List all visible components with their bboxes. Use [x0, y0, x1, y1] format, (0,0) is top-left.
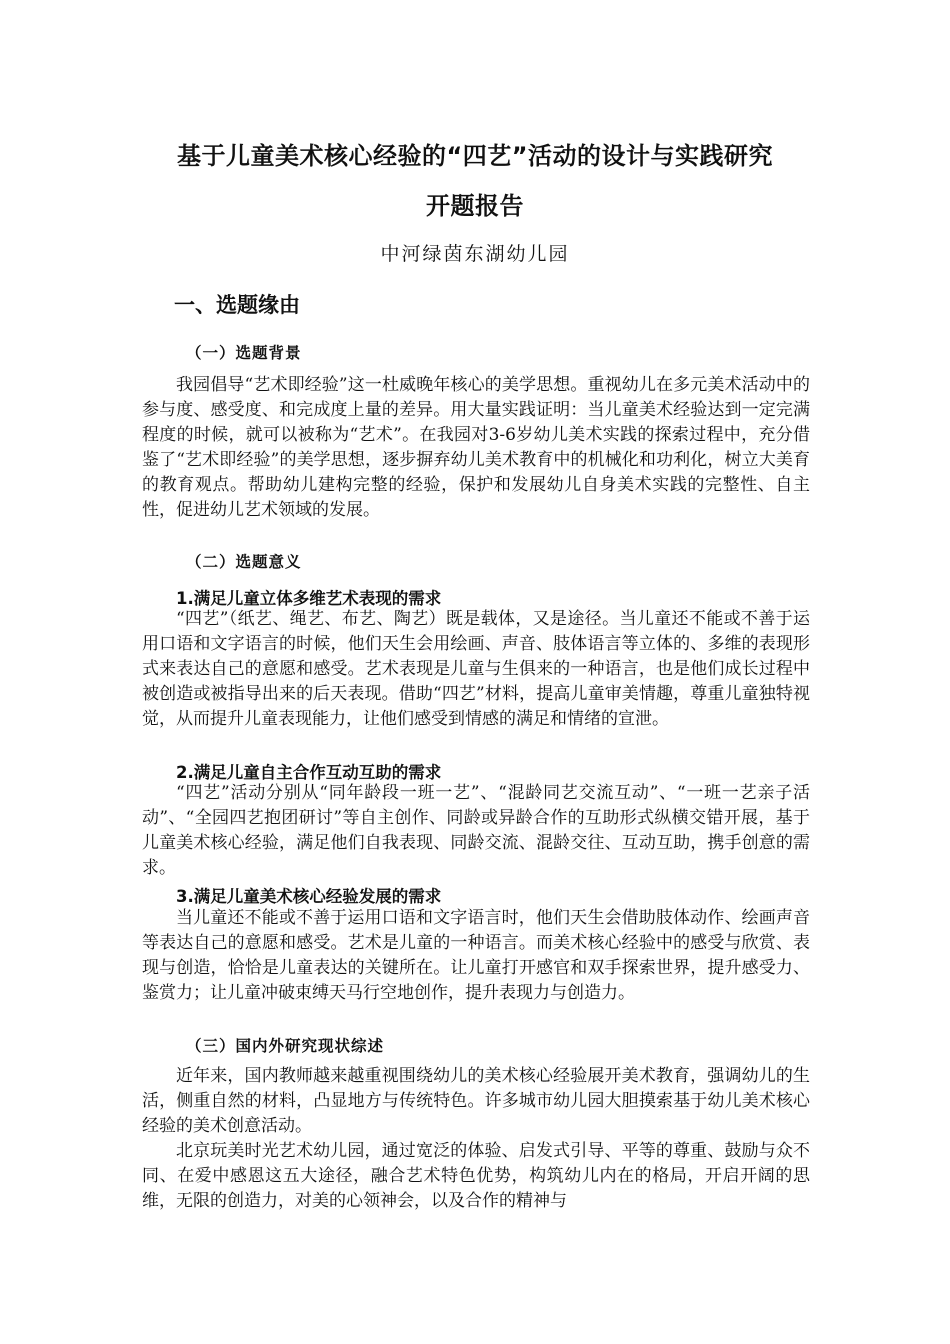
significance-item-2-paragraph: “四艺”活动分别从“同年龄段一班一艺”、“混龄同艺交流互动”、“一班一艺亲子活动”、“全园四艺抱团研讨”等自主创作、同龄或异龄合作的互助形式纵横交错开展，基于儿童美术核心经验，满足他们自我表现、同龄交流、混龄交往、互动互助，携手创意的需求。: [142, 783, 810, 878]
significance-item-2-heading: 2.满足儿童自主合作互动互助的需求: [176, 763, 442, 782]
document-subtitle: 开题报告: [426, 192, 524, 220]
document-title: 基于儿童美术核心经验的“四艺”活动的设计与实践研究: [176, 142, 774, 170]
organization-name: 中河绿茵东湖幼儿园: [380, 243, 570, 265]
significance-item-1-paragraph: “四艺”（纸艺、绳艺、布艺、陶艺）既是载体，又是途径。当儿童还不能或不善于运用口语和文字语言的时候，他们天生会用绘画、声音、肢体语言等立体的、多维的表现形式来表达自己的意愿和感受。艺术表现是儿童与生俱来的一种语言，也是他们成长过程中被创造或被指导出来的后天表现。借助“四艺”材料，提高儿童审美情趣，尊重儿童独特视觉，从而提升儿童表现能力，让他们感受到情感的满足和情绪的宣泄。: [142, 609, 810, 729]
subsection-heading-significance: （二）选题意义: [186, 552, 302, 571]
subsection-heading-research-status: （三）国内外研究现状综述: [186, 1036, 385, 1055]
research-status-paragraph-1: 近年来，国内教师越来越重视围绕幼儿的美术核心经验展开美术教育，强调幼儿的生活，侧重自然的材料，凸显地方与传统特色。许多城市幼儿园大胆摸索基于幼儿美术核心经验的美术创意活动。: [142, 1066, 810, 1136]
background-paragraph: 我园倡导“艺术即经验”这一杜威晚年核心的美学思想。重视幼儿在多元美术活动中的参与度、感受度、和完成度上量的差异。用大量实践证明：当儿童美术经验达到一定完满程度的时候，就可以被称为“艺术”。在我园对3-6岁幼儿美术实践的探索过程中，充分借鉴了“艺术即经验”的美学思想，逐步摒弃幼儿美术教育中的机械化和功利化，树立大美育的教育观点。帮助幼儿建构完整的经验，保护和发展幼儿自身美术实践的完整性、自主性，促进幼儿艺术领域的发展。: [142, 375, 810, 520]
research-status-paragraph-2: 北京玩美时光艺术幼儿园，通过宽泛的体验、启发式引导、平等的尊重、鼓励与众不同、在爱中感恩这五大途径，融合艺术特色优势，构筑幼儿内在的格局，开启开阔的思维，无限的创造力，对美的心领神会，以及合作的精神与: [142, 1141, 810, 1211]
significance-item-3-paragraph: 当儿童还不能或不善于运用口语和文字语言时，他们天生会借助肢体动作、绘画声音等表达自己的意愿和感受。艺术是儿童的一种语言。而美术核心经验中的感受与欣赏、表现与创造，恰恰是儿童表达的关键所在。让儿童打开感官和双手探索世界，提升感受力、鉴赏力；让儿童冲破束缚天马行空地创作，提升表现力与创造力。: [142, 908, 810, 1003]
significance-item-3-heading: 3.满足儿童美术核心经验发展的需求: [176, 887, 442, 906]
subsection-heading-background: （一）选题背景: [186, 343, 302, 362]
significance-item-1-heading: 1.满足儿童立体多维艺术表现的需求: [176, 589, 442, 608]
section-heading-1: 一、选题缘由: [174, 293, 300, 317]
